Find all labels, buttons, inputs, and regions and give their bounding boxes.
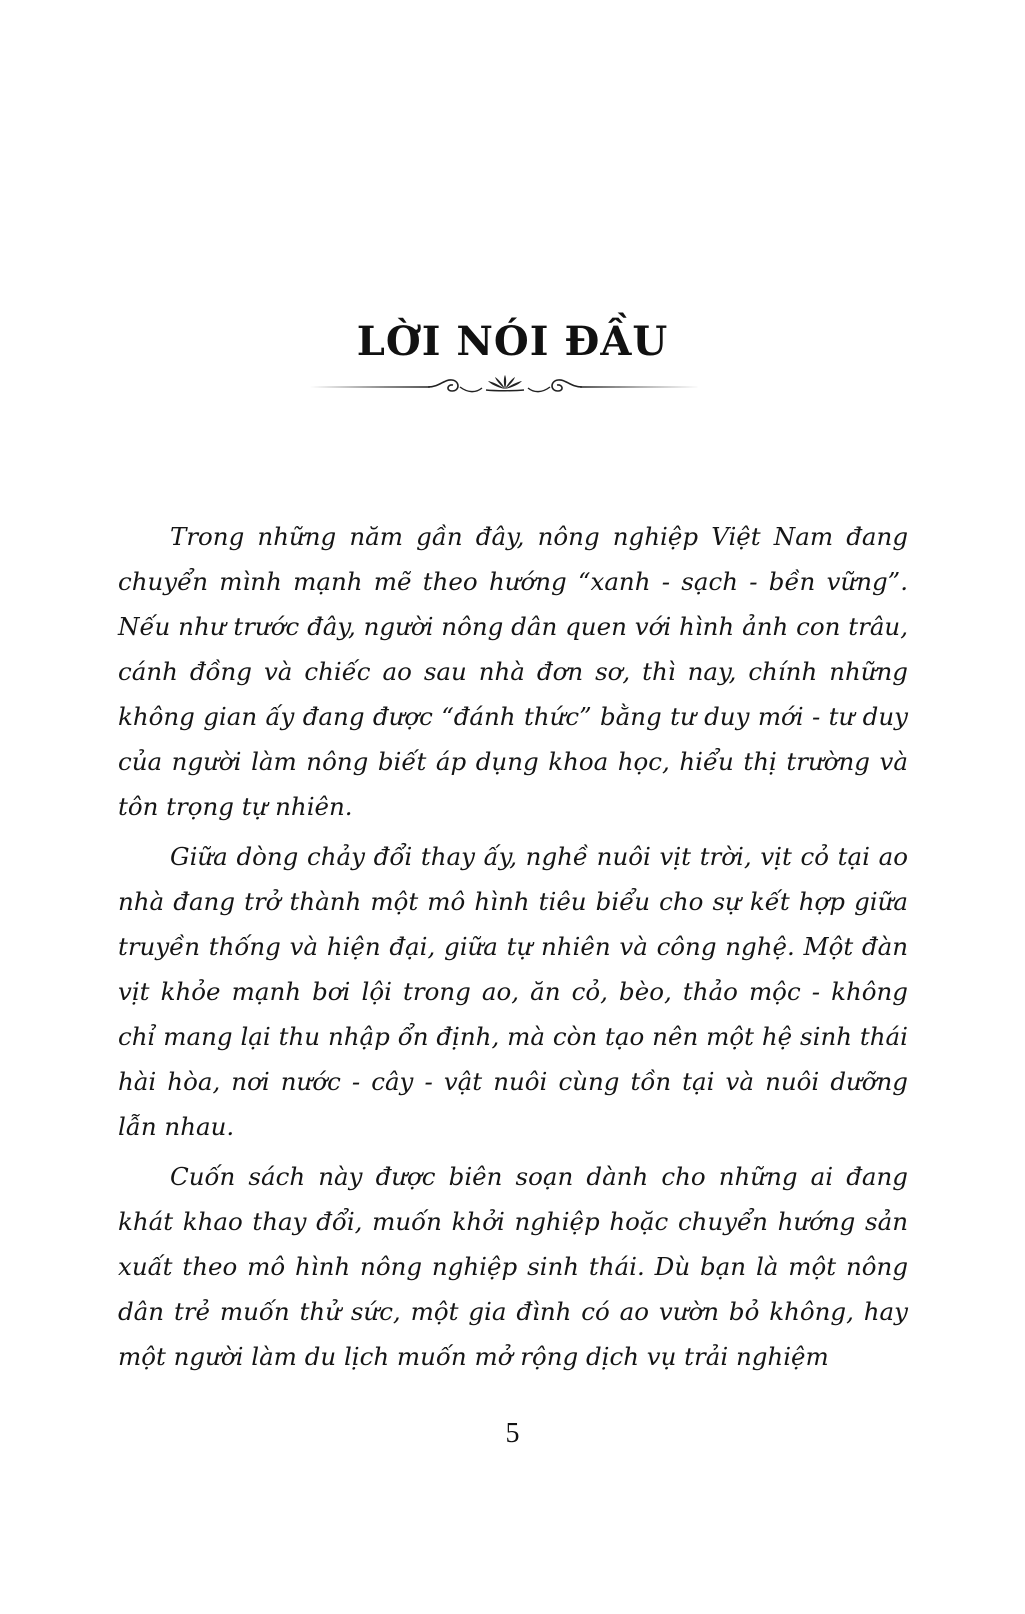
preface-body [118, 514, 908, 1384]
page-number: 5 [505, 1418, 520, 1449]
flourish-divider-icon [310, 372, 700, 402]
paragraph-2: Giữa dòng chảy đổi thay ấy, nghề nuôi vịt trời, vịt cỏ tại ao nhà đang trở thành một mô hình tiêu biểu cho sự kết hợp giữa truyền thống và hiện đại, giữa tự nhiên và công nghệ. Một đàn vịt khỏe mạnh bơi lội trong ao, ăn cỏ, bèo, thảo mộc - không chỉ mang lại thu nhập ổn định, mà còn tạo nên một hệ sinh thái hài hòa, nơi nước - cây - vật nuôi cùng tồn tại và nuôi dưỡng lẫn nhau. [118, 842, 908, 1141]
paragraph-3: Cuốn sách này được biên soạn dành cho những ai đang khát khao thay đổi, muốn khởi nghiệp hoặc chuyển hướng sản xuất theo mô hình nông nghiệp sinh thái. Dù bạn là một nông dân trẻ muốn thử sức, một gia đình có ao vườn bỏ không, hay một người làm du lịch muốn mở rộng dịch vụ trải nghiệm [118, 1162, 908, 1371]
paragraph-1: Trong những năm gần đây, nông nghiệp Việt Nam đang chuyển mình mạnh mẽ theo hướng “xanh - sạch - bền vững”. Nếu như trước đây, người nông dân quen với hình ảnh con trâu, cánh đồng và chiếc ao sau nhà đơn sơ, thì nay, chính những không gian ấy đang được “đánh thức” bằng tư duy mới - tư duy của người làm nông biết áp dụng khoa học, hiểu thị trường và tôn trọng tự nhiên. [118, 522, 908, 821]
chapter-title: LỜI NÓI ĐẦU [356, 318, 669, 365]
